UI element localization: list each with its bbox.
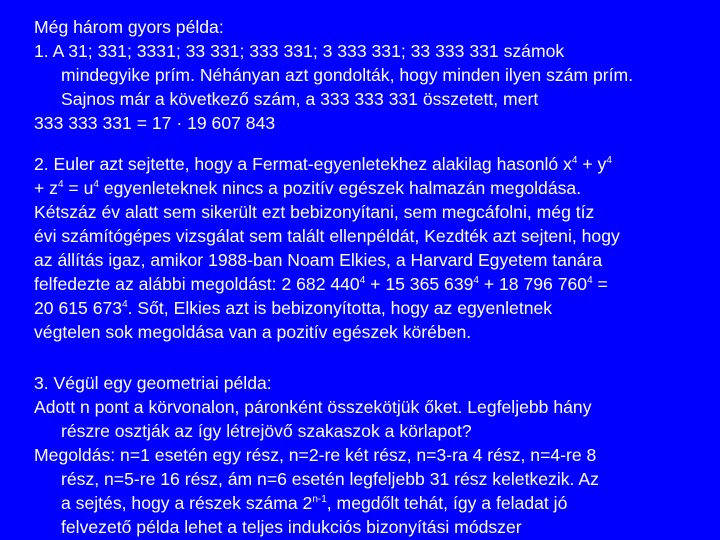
intro-heading: Még három gyors példa: — [34, 17, 224, 37]
example-2 — [34, 152, 710, 344]
text: + 18 796 760 — [478, 274, 588, 294]
example-3 — [34, 371, 710, 539]
text: felfedezte az alábbi megoldást: 2 682 440 — [34, 274, 360, 294]
example-1-line-1: 1. A 31; 331; 3331; 33 331; 333 331; 3 333 331; 33 333 331 számok — [34, 41, 565, 61]
example-2-line-2 — [34, 176, 710, 200]
text: . Sőt, Elkies azt is bebizonyította, hogy az egyenletnek — [127, 298, 553, 318]
example-3-solution-1: Megoldás: n=1 esetén egy rész, n=2-re két rész, n=3-ra 4 rész, n=4-re 8 — [34, 445, 597, 465]
exponent: n-1 — [312, 494, 327, 505]
example-2-line-1 — [34, 152, 710, 176]
text: 2. Euler azt sejtette, hogy a Fermat-egyenletekhez alakilag hasonló x — [34, 154, 572, 174]
example-3-line-1: Adott n pont a körvonalon, páronként összekötjük őket. Legfeljebb hány — [34, 397, 592, 417]
exponent: 4 — [57, 179, 64, 190]
text: egyenleteknek nincs a pozitív egészek halmazán megoldása. — [98, 178, 582, 198]
example-2-line-3: Kétszáz év alatt sem sikerült ezt bebizonyítani, sem megcáfolni, még tíz — [34, 202, 595, 222]
exponent: 4 — [606, 155, 612, 166]
example-1-line-3: Sajnos már a következő szám, a 333 333 331 összetett, mert — [61, 89, 539, 109]
example-1-line-2: mindegyike prím. Néhányan azt gondolták, hogy minden ilyen szám prím. — [61, 65, 634, 85]
exponent: 4 — [122, 299, 128, 310]
text: + 15 365 639 — [365, 274, 474, 294]
exponent: 4 — [359, 275, 366, 286]
text: 20 615 673 — [34, 298, 123, 318]
example-3-heading: 3. Végül egy geometriai példa: — [34, 373, 272, 393]
text: + z — [34, 178, 58, 198]
example-2-line-7 — [34, 296, 710, 320]
example-3-line-2: részre osztják az így létrejövő szakaszok a körlapot? — [61, 421, 472, 441]
text: , megdőlt tehát, így a feladat jó — [326, 493, 568, 513]
exponent: 4 — [93, 179, 99, 190]
text: = — [592, 274, 608, 294]
example-1-factorization: 333 333 331 = 17 · 19 607 843 — [34, 113, 276, 133]
text: = u — [63, 178, 94, 198]
example-3-solution-3 — [34, 491, 710, 515]
example-2-line-8: végtelen sok megoldása van a pozitív egészek körében. — [34, 322, 472, 342]
example-2-line-4: évi számítógépes vizsgálat sem talált ellenpéldát, Kezdték azt sejteni, hogy — [34, 226, 620, 246]
example-3-solution-2: rész, n=5-re 16 rész, ám n=6 esetén legfeljebb 31 rész keletkezik. Az — [61, 469, 599, 489]
example-2-line-6 — [34, 272, 710, 296]
exponent: 4 — [587, 275, 593, 286]
example-1 — [34, 15, 710, 135]
text: a sejtés, hogy a részek száma 2 — [61, 493, 313, 513]
exponent: 4 — [473, 275, 479, 286]
exponent: 4 — [571, 155, 578, 166]
example-3-solution-4: felvezető példa lehet a teljes indukciós bizonyítási módszer — [61, 517, 522, 537]
text: + y — [577, 154, 607, 174]
example-2-line-5: az állítás igaz, amikor 1988-ban Noam Elkies, a Harvard Egyetem tanára — [34, 250, 603, 270]
